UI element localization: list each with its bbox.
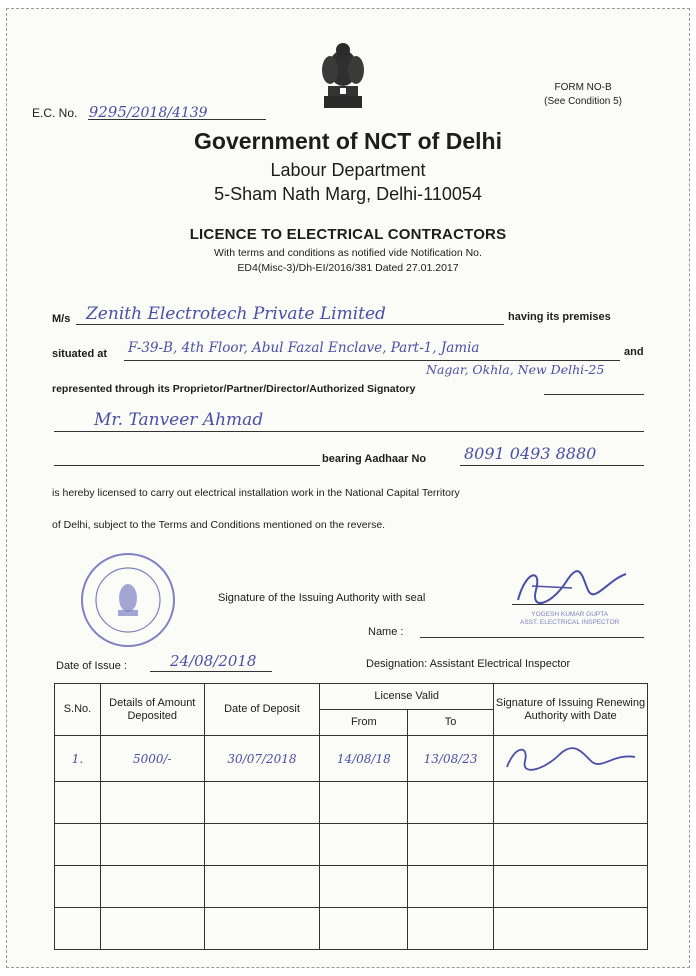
row-deposit-date: 30/07/2018: [204, 736, 320, 782]
header-license-valid: License Valid: [320, 684, 494, 710]
state-emblem-icon: [316, 38, 370, 112]
and-label: and: [624, 346, 644, 358]
premises-line-2: Nagar, Okhla, New Delhi-25: [426, 362, 605, 377]
signatory-name: Mr. Tanveer Ahmad: [94, 410, 264, 430]
row-from: 14/08/18: [320, 736, 408, 782]
row-to: 13/08/23: [408, 736, 494, 782]
header-deposit-date: Date of Deposit: [204, 684, 320, 736]
department: Labour Department: [270, 160, 426, 180]
ec-suffix: /2018/4139: [126, 105, 208, 121]
licence-title: LICENCE TO ELECTRICAL CONTRACTORS: [189, 226, 507, 243]
stamp-title: ASST. ELECTRICAL INSPECTOR: [520, 619, 620, 626]
table-row: [55, 824, 648, 866]
header-amount: Details of Amount Deposited: [100, 684, 204, 736]
represented-label: represented through its Proprietor/Partner/Director/Authorized Signatory: [52, 383, 416, 395]
row-signature: [494, 736, 648, 782]
form-number-block: [544, 81, 622, 109]
situated-label: situated at: [52, 348, 108, 360]
issuing-signature-icon: [512, 560, 632, 610]
company-name: Zenith Electrotech Private Limited: [86, 304, 386, 324]
header-from: From: [320, 710, 408, 736]
header-sno: S.No.: [55, 684, 101, 736]
header-signature: Signature of Issuing Renewing Authority with Date: [494, 684, 648, 736]
represented-underline: [544, 394, 644, 395]
issuing-authority-label: Signature of the Issuing Authority with seal: [218, 592, 426, 604]
aadhaar-underline: [460, 465, 644, 466]
notification-line-1: With terms and conditions as notified vide Notification No.: [214, 247, 482, 259]
signatory-underline: [54, 431, 644, 432]
address: 5-Sham Nath Marg, Delhi-110054: [214, 184, 482, 204]
stamp-name: YOGESH KUMAR GUPTA: [531, 611, 609, 618]
licensed-text: is hereby licensed to carry out electrical installation work in the National Capital Territory: [52, 487, 460, 499]
aadhaar-label: bearing Aadhaar No: [322, 453, 427, 465]
terms-text: of Delhi, subject to the Terms and Conditions mentioned on the reverse.: [52, 519, 386, 531]
aadhaar-blank-line: [54, 465, 320, 466]
table-row: [55, 908, 648, 950]
row-amount: 5000/-: [100, 736, 204, 782]
form-no: FORM NO-B: [554, 82, 612, 93]
premises-underline: [124, 360, 620, 361]
ec-label: E.C. No.: [32, 106, 78, 120]
table-row: [55, 782, 648, 824]
ec-number: 9295: [88, 103, 127, 121]
header-to: To: [408, 710, 494, 736]
ec-underline: [88, 119, 266, 120]
official-stamp: [520, 611, 619, 627]
premises-line-1: F-39-B, 4th Floor, Abul Fazal Enclave, Part-1, Jamia: [128, 340, 480, 356]
date-of-issue-label: Date of Issue :: [56, 660, 127, 672]
ms-label: M/s: [52, 313, 71, 325]
see-condition: (See Condition 5): [544, 96, 622, 107]
company-underline: [76, 324, 504, 325]
name-underline: [420, 637, 644, 638]
date-of-issue: 24/08/2018: [170, 652, 257, 670]
name-label: Name :: [368, 626, 404, 638]
renewal-signature-icon: [501, 739, 641, 775]
having-premises: having its premises: [508, 311, 611, 323]
page-title: Government of NCT of Delhi: [194, 128, 502, 154]
table-row: [55, 736, 648, 782]
aadhaar-number: 8091 0493 8880: [464, 444, 597, 463]
row-sno: 1.: [55, 736, 101, 782]
designation: Designation: Assistant Electrical Inspector: [366, 658, 571, 670]
office-seal-icon: [78, 550, 178, 650]
table-row: [55, 866, 648, 908]
notification-line-2: ED4(Misc-3)/Dh-EI/2016/381 Dated 27.01.2017: [237, 262, 459, 274]
deposit-register-table: [54, 683, 648, 950]
date-underline: [150, 671, 272, 672]
